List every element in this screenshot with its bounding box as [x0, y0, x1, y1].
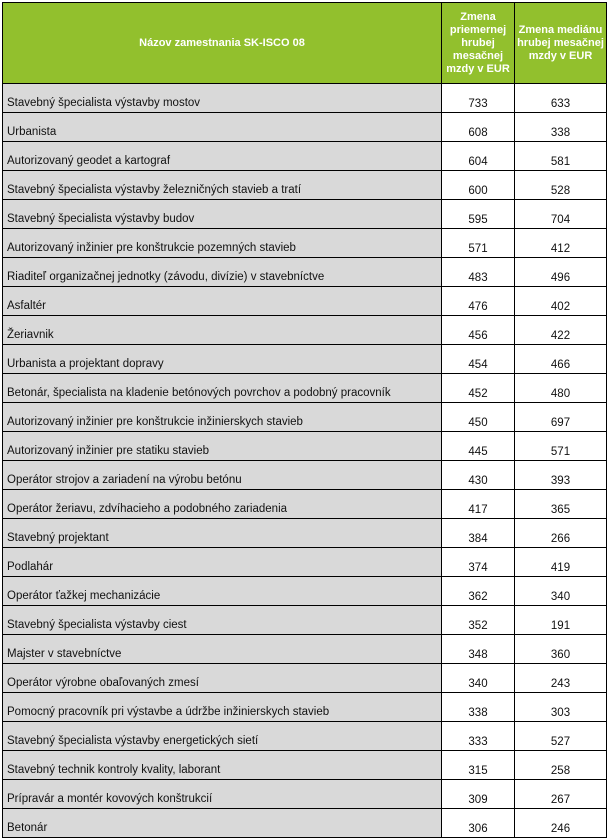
occupation-name-cell: Operátor výrobne obaľovaných zmesí: [3, 664, 442, 693]
median-wage-change-cell: 419: [515, 548, 607, 577]
table-row: [3, 751, 607, 780]
median-wage-change-cell: 466: [515, 345, 607, 374]
table-row: [3, 200, 607, 229]
average-wage-change-cell: 362: [442, 577, 515, 606]
occupation-name-cell: Stavebný špecialista výstavby železničných stavieb a tratí: [3, 171, 442, 200]
table-row: [3, 171, 607, 200]
average-wage-change-cell: 309: [442, 780, 515, 809]
table-row: [3, 374, 607, 403]
median-wage-change-cell: 303: [515, 693, 607, 722]
occupation-name-cell: Stavebný technik kontroly kvality, laborant: [3, 751, 442, 780]
average-wage-change-cell: 338: [442, 693, 515, 722]
table-row: [3, 461, 607, 490]
table-row: [3, 229, 607, 258]
table-row: [3, 258, 607, 287]
average-wage-change-cell: 595: [442, 200, 515, 229]
median-wage-change-cell: 528: [515, 171, 607, 200]
occupation-name-cell: Operátor žeriavu, zdvíhacieho a podobného zariadenia: [3, 490, 442, 519]
average-wage-change-cell: 352: [442, 606, 515, 635]
median-wage-change-cell: 480: [515, 374, 607, 403]
median-wage-change-cell: 191: [515, 606, 607, 635]
table-row: [3, 664, 607, 693]
average-wage-change-cell: 456: [442, 316, 515, 345]
occupation-name-cell: Stavebný projektant: [3, 519, 442, 548]
median-wage-change-cell: 365: [515, 490, 607, 519]
table-row: [3, 403, 607, 432]
average-wage-change-cell: 454: [442, 345, 515, 374]
table-row: [3, 809, 607, 838]
average-wage-change-cell: 417: [442, 490, 515, 519]
median-wage-change-cell: 340: [515, 577, 607, 606]
table-row: [3, 84, 607, 113]
table-row: [3, 780, 607, 809]
table-row: [3, 432, 607, 461]
average-wage-change-cell: 452: [442, 374, 515, 403]
occupation-name-cell: Stavebný špecialista výstavby energetických sietí: [3, 722, 442, 751]
table-header: [3, 3, 607, 84]
average-wage-change-cell: 348: [442, 635, 515, 664]
median-wage-change-cell: 246: [515, 809, 607, 838]
occupation-name-cell: Operátor ťažkej mechanizácie: [3, 577, 442, 606]
table-row: [3, 722, 607, 751]
occupation-name-cell: Asfaltér: [3, 287, 442, 316]
median-wage-change-cell: 393: [515, 461, 607, 490]
occupation-name-cell: Urbanista: [3, 113, 442, 142]
average-wage-change-cell: 476: [442, 287, 515, 316]
occupation-name-cell: Prípravár a montér kovových konštrukcií: [3, 780, 442, 809]
table-row: [3, 693, 607, 722]
table-row: [3, 635, 607, 664]
average-wage-change-cell: 445: [442, 432, 515, 461]
median-wage-change-cell: 571: [515, 432, 607, 461]
table-row: [3, 548, 607, 577]
median-wage-change-cell: 258: [515, 751, 607, 780]
median-wage-change-cell: 402: [515, 287, 607, 316]
median-wage-change-cell: 704: [515, 200, 607, 229]
table-row: [3, 142, 607, 171]
average-wage-change-cell: 384: [442, 519, 515, 548]
occupation-name-cell: Urbanista a projektant dopravy: [3, 345, 442, 374]
average-wage-change-cell: 450: [442, 403, 515, 432]
occupation-name-cell: Autorizovaný inžinier pre statiku stavieb: [3, 432, 442, 461]
average-wage-change-cell: 608: [442, 113, 515, 142]
average-wage-change-cell: 430: [442, 461, 515, 490]
occupation-name-cell: Žeriavnik: [3, 316, 442, 345]
header-average-wage-change: Zmena priemernej hrubej mesačnej mzdy v EUR: [442, 3, 515, 84]
table-row: [3, 345, 607, 374]
table-row: [3, 577, 607, 606]
table-row: [3, 519, 607, 548]
median-wage-change-cell: 527: [515, 722, 607, 751]
median-wage-change-cell: 360: [515, 635, 607, 664]
average-wage-change-cell: 340: [442, 664, 515, 693]
median-wage-change-cell: 266: [515, 519, 607, 548]
table-row: [3, 490, 607, 519]
occupation-name-cell: Autorizovaný inžinier pre konštrukcie inžinierskych stavieb: [3, 403, 442, 432]
occupation-name-cell: Riaditeľ organizačnej jednotky (závodu, divízie) v stavebníctve: [3, 258, 442, 287]
average-wage-change-cell: 604: [442, 142, 515, 171]
average-wage-change-cell: 571: [442, 229, 515, 258]
median-wage-change-cell: 633: [515, 84, 607, 113]
occupation-name-cell: Pomocný pracovník pri výstavbe a údržbe inžinierskych stavieb: [3, 693, 442, 722]
median-wage-change-cell: 243: [515, 664, 607, 693]
average-wage-change-cell: 600: [442, 171, 515, 200]
occupation-name-cell: Podlahár: [3, 548, 442, 577]
median-wage-change-cell: 581: [515, 142, 607, 171]
occupation-name-cell: Stavebný špecialista výstavby mostov: [3, 84, 442, 113]
table-row: [3, 606, 607, 635]
average-wage-change-cell: 306: [442, 809, 515, 838]
occupation-name-cell: Autorizovaný geodet a kartograf: [3, 142, 442, 171]
occupation-name-cell: Stavebný špecialista výstavby budov: [3, 200, 442, 229]
table-row: [3, 113, 607, 142]
median-wage-change-cell: 412: [515, 229, 607, 258]
table-row: [3, 287, 607, 316]
average-wage-change-cell: 333: [442, 722, 515, 751]
occupation-name-cell: Majster v stavebníctve: [3, 635, 442, 664]
occupation-name-cell: Autorizovaný inžinier pre konštrukcie pozemných stavieb: [3, 229, 442, 258]
header-median-wage-change: Zmena mediánu hrubej mesačnej mzdy v EUR: [515, 3, 607, 84]
average-wage-change-cell: 733: [442, 84, 515, 113]
median-wage-change-cell: 267: [515, 780, 607, 809]
median-wage-change-cell: 338: [515, 113, 607, 142]
average-wage-change-cell: 483: [442, 258, 515, 287]
occupation-name-cell: Betonár: [3, 809, 442, 838]
median-wage-change-cell: 697: [515, 403, 607, 432]
table-row: [3, 316, 607, 345]
header-occupation-name: Názov zamestnania SK-ISCO 08: [3, 3, 442, 84]
occupation-name-cell: Operátor strojov a zariadení na výrobu betónu: [3, 461, 442, 490]
table-body: [3, 84, 607, 838]
median-wage-change-cell: 496: [515, 258, 607, 287]
median-wage-change-cell: 422: [515, 316, 607, 345]
average-wage-change-cell: 315: [442, 751, 515, 780]
wage-change-table: [2, 2, 607, 838]
occupation-name-cell: Betonár, špecialista na kladenie betónových povrchov a podobný pracovník: [3, 374, 442, 403]
average-wage-change-cell: 374: [442, 548, 515, 577]
occupation-name-cell: Stavebný špecialista výstavby ciest: [3, 606, 442, 635]
